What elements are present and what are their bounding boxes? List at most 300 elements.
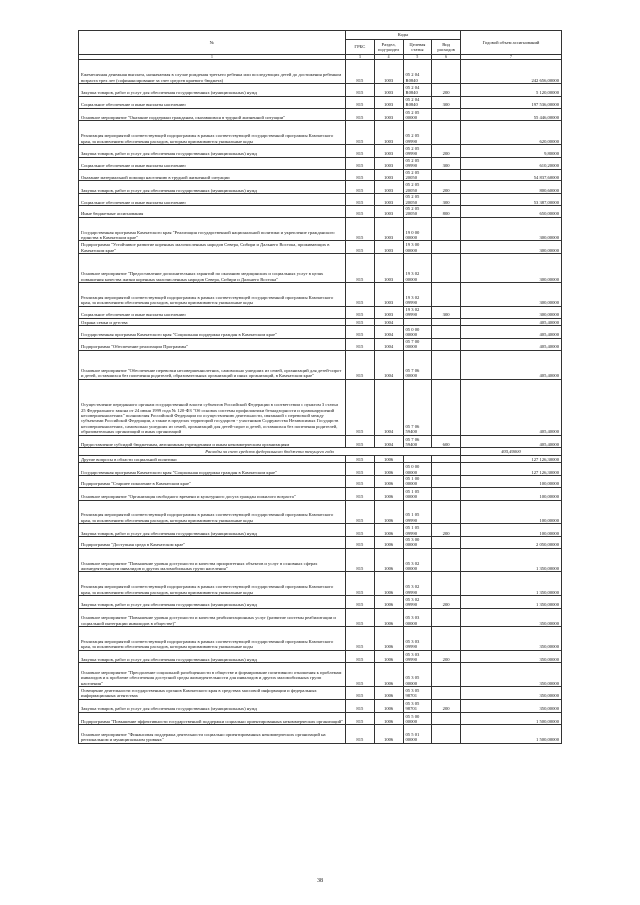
target-article-cell: 05 1 00 00000 xyxy=(403,476,432,488)
grbs-cell: 815 xyxy=(346,326,375,339)
target-article-cell: 05 3 02 09990 xyxy=(403,596,432,609)
table-row xyxy=(79,500,562,524)
target-article-cell: 05 2 05 20050 xyxy=(403,169,432,181)
razdel-cell: 1004 xyxy=(374,326,403,339)
razdel-cell: 1003 xyxy=(374,84,403,97)
expense-type-cell: 600 xyxy=(432,435,461,448)
name-cell: Закупка товаров, работ и услуг для обеспечения государственных (муниципальных) нужд xyxy=(79,84,346,97)
sum-cell: 350,00000 xyxy=(461,663,562,687)
column-index: 3 xyxy=(346,55,375,60)
name-cell: Подпрограмма "Старшее поколение в Камчатском крае" xyxy=(79,476,346,488)
column-index: 1 xyxy=(79,55,346,60)
name-cell: Основное мероприятие "Повышение уровня доступности и качества приоритетных объектов и услуг в основных сферах жизнедеятельности инвалидов и других маломобильных групп населения" xyxy=(79,548,346,572)
sum-cell: 197 536,00000 xyxy=(461,96,562,108)
table-row xyxy=(79,537,562,549)
expense-type-cell: 200 xyxy=(432,650,461,663)
name-cell: Предоставление субсидий бюджетным, автономным учреждениям и иным некоммерческим организациям xyxy=(79,435,346,448)
expense-type-cell xyxy=(432,500,461,524)
razdel-cell: 1003 xyxy=(374,217,403,241)
name-cell: Социальное обеспечение и иные выплаты населению xyxy=(79,157,346,169)
expense-type-cell xyxy=(432,217,461,241)
grbs-cell: 815 xyxy=(346,241,375,254)
expense-type-cell xyxy=(432,318,461,325)
sum-cell: 800,60000 xyxy=(461,181,562,194)
razdel-cell: 1006 xyxy=(374,548,403,572)
column-index: 7 xyxy=(461,55,562,60)
sum-cell: 127 126,30000 xyxy=(461,455,562,462)
grbs-cell: 815 xyxy=(346,60,375,84)
razdel-cell: 1003 xyxy=(374,181,403,194)
grbs-cell: 815 xyxy=(346,627,375,651)
table-row xyxy=(79,627,562,651)
expense-type-cell xyxy=(432,686,461,699)
name-cell: Государственная программа Камчатского края "Социальная поддержка граждан в Камчатском крае" xyxy=(79,326,346,339)
table-row xyxy=(79,121,562,145)
target-article-cell: 05 5 00 00000 xyxy=(403,712,432,725)
expense-type-cell xyxy=(432,338,461,350)
name-cell: Основное мероприятие "Обеспечение перевозки несовершеннолетних, самовольно ушедших из семей, организаций для детей-сирот и детей, оставшихся без попечения родителей, образовательных организаций и иных организаций, в Камчатском крае" xyxy=(79,350,346,379)
grbs-cell: 815 xyxy=(346,157,375,169)
target-article-cell: 19 0 00 00000 xyxy=(403,217,432,241)
grbs-cell: 815 xyxy=(346,548,375,572)
table-row xyxy=(79,84,562,97)
grbs-cell: 815 xyxy=(346,663,375,687)
table-row xyxy=(79,241,562,254)
name-cell: Закупка товаров, работ и услуг для обеспечения государственных (муниципальных) нужд xyxy=(79,181,346,194)
target-article-cell: 05 1 05 09990 xyxy=(403,500,432,524)
name-cell: Подпрограмма "Обеспечение реализации Программы" xyxy=(79,338,346,350)
target-article-cell: 19 3 02 09990 xyxy=(403,283,432,307)
grbs-cell: 815 xyxy=(346,537,375,549)
table-row xyxy=(79,476,562,488)
razdel-cell: 1003 xyxy=(374,169,403,181)
grbs-cell: 815 xyxy=(346,108,375,121)
name-cell: Реализация мероприятий соответствующей подпрограммы в рамках соответствующей государственной программы Камчатского края, за исключением обеспечения расходов, которым присваиваются уникальные коды xyxy=(79,121,346,145)
table-row xyxy=(79,338,562,350)
table-row xyxy=(79,463,562,476)
name-cell: Подпрограмма "Доступная среда в Камчатском крае" xyxy=(79,537,346,549)
expense-type-cell xyxy=(432,350,461,379)
name-cell: Подпрограмма "Повышение эффективности государственной поддержки социально ориентированных некоммерческих организаций" xyxy=(79,712,346,725)
sum-cell: 127 126,30000 xyxy=(461,463,562,476)
razdel-cell: 1003 xyxy=(374,145,403,158)
razdel-cell: 1003 xyxy=(374,121,403,145)
razdel-cell: 1006 xyxy=(374,476,403,488)
razdel-cell: 1006 xyxy=(374,627,403,651)
razdel-cell: 1006 xyxy=(374,608,403,626)
header-cs: Целевая статья xyxy=(403,40,432,55)
table-row xyxy=(79,725,562,743)
target-article-cell: 05 0 00 00000 xyxy=(403,463,432,476)
razdel-cell: 1003 xyxy=(374,306,403,318)
target-article-cell: 05 3 02 09990 xyxy=(403,572,432,596)
expense-type-cell: 300 xyxy=(432,157,461,169)
sum-cell: 405,40000 xyxy=(461,435,562,448)
name-cell: Социальное обеспечение и иные выплаты населению xyxy=(79,306,346,318)
table-row xyxy=(79,283,562,307)
table-row xyxy=(79,194,562,206)
grbs-cell: 815 xyxy=(346,699,375,712)
razdel-cell: 1003 xyxy=(374,254,403,283)
table-row xyxy=(79,60,562,84)
sum-cell: 350,00000 xyxy=(461,608,562,626)
header-number: № xyxy=(79,31,346,55)
target-article-cell: 05 3 03 00000 xyxy=(403,608,432,626)
grbs-cell: 815 xyxy=(346,572,375,596)
table-row xyxy=(79,699,562,712)
razdel-cell: 1003 xyxy=(374,194,403,206)
grbs-cell: 815 xyxy=(346,608,375,626)
razdel-cell: 1003 xyxy=(374,241,403,254)
expense-type-cell: 300 xyxy=(432,194,461,206)
table-row xyxy=(79,455,562,462)
sum-cell: 54 837,60000 xyxy=(461,169,562,181)
header-razdel: Раздел, под-раздел xyxy=(374,40,403,55)
table-row xyxy=(79,548,562,572)
sum-cell: 350,00000 xyxy=(461,686,562,699)
sum-cell: 405,40000 xyxy=(461,350,562,379)
target-article-cell: 05 2 05 00000 xyxy=(403,108,432,121)
razdel-cell: 1003 xyxy=(374,96,403,108)
name-cell: Закупка товаров, работ и услуг для обеспечения государственных (муниципальных) нужд xyxy=(79,524,346,537)
grbs-cell: 815 xyxy=(346,524,375,537)
name-cell: Основное мероприятие "Организация свободного времени и культурного досуга граждан пожилого возраста" xyxy=(79,487,346,500)
header-total: Годовой объем ассигнований xyxy=(461,31,562,55)
target-article-cell: 05 5 01 00000 xyxy=(403,725,432,743)
grbs-cell: 815 xyxy=(346,379,375,435)
header-vr: Вид расходов xyxy=(432,40,461,55)
grbs-cell: 815 xyxy=(346,84,375,97)
target-article-cell: 05 3 03 09990 xyxy=(403,650,432,663)
razdel-cell: 1006 xyxy=(374,663,403,687)
table-row xyxy=(79,435,562,448)
expense-type-cell xyxy=(432,463,461,476)
table-row xyxy=(79,96,562,108)
name-cell: Закупка товаров, работ и услуг для обеспечения государственных (муниципальных) нужд xyxy=(79,145,346,158)
sum-cell: 300,00000 xyxy=(461,283,562,307)
target-article-cell: 05 3 02 00000 xyxy=(403,548,432,572)
razdel-cell: 1006 xyxy=(374,524,403,537)
razdel-cell: 1004 xyxy=(374,338,403,350)
razdel-cell: 1004 xyxy=(374,379,403,435)
razdel-cell: 1006 xyxy=(374,487,403,500)
razdel-cell: 1006 xyxy=(374,572,403,596)
razdel-cell: 1006 xyxy=(374,596,403,609)
table-row xyxy=(79,217,562,241)
grbs-cell: 815 xyxy=(346,181,375,194)
sum-cell: 300,00000 xyxy=(461,306,562,318)
name-cell: Основное мероприятие "Оказание поддержки гражданам, оказавшимся в трудной жизненной ситуации" xyxy=(79,108,346,121)
name-cell: Закупка товаров, работ и услуг для обеспечения государственных (муниципальных) нужд xyxy=(79,596,346,609)
grbs-cell: 815 xyxy=(346,121,375,145)
grbs-cell: 815 xyxy=(346,463,375,476)
table-row xyxy=(79,663,562,687)
grbs-cell: 815 xyxy=(346,435,375,448)
table-row xyxy=(79,596,562,609)
sum-cell: 300,00000 xyxy=(461,254,562,283)
expense-type-cell xyxy=(432,379,461,435)
sum-cell: 1 350,00000 xyxy=(461,572,562,596)
expense-type-cell: 200 xyxy=(432,145,461,158)
name-cell: Государственная программа Камчатского края "Реализация государственной национальной политики и укрепление гражданского единства в Камчатском крае" xyxy=(79,217,346,241)
name-cell: Государственная программа Камчатского края "Социальная поддержка граждан в Камчатском крае" xyxy=(79,463,346,476)
target-article-cell xyxy=(403,455,432,462)
table-row xyxy=(79,487,562,500)
target-article-cell: 05 2 04 R0840 xyxy=(403,60,432,84)
target-article-cell: 05 2 05 20050 xyxy=(403,194,432,206)
sum-cell: 1 350,00000 xyxy=(461,596,562,609)
target-article-cell: 05 3 03 09990 xyxy=(403,627,432,651)
expense-type-cell xyxy=(432,121,461,145)
target-article-cell: 05 1 05 00000 xyxy=(403,487,432,500)
table-row xyxy=(79,108,562,121)
expense-type-cell: 200 xyxy=(432,524,461,537)
name-cell: Социальное обеспечение и иные выплаты населению xyxy=(79,194,346,206)
expense-type-cell xyxy=(432,548,461,572)
grbs-cell: 815 xyxy=(346,169,375,181)
grbs-cell: 815 xyxy=(346,254,375,283)
expense-type-cell xyxy=(432,725,461,743)
target-article-cell: 05 2 04 R0840 xyxy=(403,84,432,97)
target-article-cell: 05 2 05 20050 xyxy=(403,206,432,218)
razdel-cell: 1004 xyxy=(374,350,403,379)
grbs-cell: 815 xyxy=(346,194,375,206)
name-cell: Подпрограмма "Устойчивое развитие коренных малочисленных народов Севера, Сибири и Дальнего Востока, проживающих в Камчатском крае" xyxy=(79,241,346,254)
razdel-cell: 1003 xyxy=(374,60,403,84)
grbs-cell: 815 xyxy=(346,455,375,462)
table-row xyxy=(79,650,562,663)
grbs-cell: 815 xyxy=(346,686,375,699)
sum-cell: 9,80000 xyxy=(461,145,562,158)
razdel-cell: 1004 xyxy=(374,318,403,325)
expense-type-cell: 200 xyxy=(432,181,461,194)
razdel-cell: 1006 xyxy=(374,699,403,712)
sum-cell: 610,20000 xyxy=(461,157,562,169)
expense-type-cell: 200 xyxy=(432,596,461,609)
target-article-cell: 05 2 05 09990 xyxy=(403,145,432,158)
table-row xyxy=(79,379,562,435)
target-article-cell: 05 0 00 00000 xyxy=(403,326,432,339)
column-index: 4 xyxy=(374,55,403,60)
razdel-cell: 1003 xyxy=(374,206,403,218)
razdel-cell: 1006 xyxy=(374,686,403,699)
expense-type-cell xyxy=(432,326,461,339)
name-cell: Реализация мероприятий соответствующей подпрограммы в рамках соответствующей государственной программы Камчатского края, за исключением обеспечения расходов, которым присваиваются уникальные коды xyxy=(79,627,346,651)
expense-type-cell xyxy=(432,241,461,254)
name-cell: Реализация мероприятий соответствующей подпрограммы в рамках соответствующей государственной программы Камчатского края, за исключением обеспечения расходов, которым присваиваются уникальные коды xyxy=(79,500,346,524)
target-article-cell: 05 7 06 59400 xyxy=(403,435,432,448)
table-row xyxy=(79,318,562,325)
target-article-cell: 05 2 05 20050 xyxy=(403,181,432,194)
grbs-cell: 815 xyxy=(346,306,375,318)
name-cell: Реализация мероприятий соответствующей подпрограммы в рамках соответствующей государственной программы Камчатского края, за исключением обеспечения расходов, которым присваиваются уникальные коды xyxy=(79,283,346,307)
name-cell: Другие вопросы в области социальной политики xyxy=(79,455,346,462)
razdel-cell: 1003 xyxy=(374,283,403,307)
expense-type-cell xyxy=(432,627,461,651)
table-row xyxy=(79,524,562,537)
razdel-cell: 1006 xyxy=(374,725,403,743)
header-codes: Коды xyxy=(346,31,461,40)
razdel-cell: 1003 xyxy=(374,108,403,121)
target-article-cell: 05 3 05 98701 xyxy=(403,699,432,712)
sum-cell: 300,00000 xyxy=(461,217,562,241)
target-article-cell: 19 3 02 00000 xyxy=(403,254,432,283)
grbs-cell: 815 xyxy=(346,96,375,108)
expense-type-cell xyxy=(432,712,461,725)
sum-cell: 620,00000 xyxy=(461,121,562,145)
expense-type-cell: 300 xyxy=(432,96,461,108)
expense-type-cell xyxy=(432,476,461,488)
grbs-cell: 815 xyxy=(346,596,375,609)
target-article-cell: 05 2 04 R0840 xyxy=(403,96,432,108)
expense-type-cell xyxy=(432,254,461,283)
razdel-cell: 1006 xyxy=(374,500,403,524)
sum-cell: 5 120,00000 xyxy=(461,84,562,97)
expense-type-cell xyxy=(432,608,461,626)
sum-cell: 350,00000 xyxy=(461,627,562,651)
expense-type-cell: 800 xyxy=(432,206,461,218)
name-cell: Иные бюджетные ассигнования xyxy=(79,206,346,218)
expense-type-cell xyxy=(432,455,461,462)
target-article-cell xyxy=(403,318,432,325)
name-cell: Основное мероприятие "Преодоление социальной разобщенности в обществе и формирование позитивного отношения к проблемам инвалидов и к проблеме обеспечения доступной среды жизнедеятельности для инвалидов и других маломобильных групп населения" xyxy=(79,663,346,687)
grbs-cell: 815 xyxy=(346,217,375,241)
sum-cell: 100,00000 xyxy=(461,476,562,488)
target-article-cell: 19 3 02 09990 xyxy=(403,306,432,318)
sum-cell: 100,00000 xyxy=(461,524,562,537)
name-cell: Социальное обеспечение и иные выплаты населению xyxy=(79,96,346,108)
table-row xyxy=(79,712,562,725)
grbs-cell: 815 xyxy=(346,712,375,725)
grbs-cell: 815 xyxy=(346,487,375,500)
name-cell: Реализация мероприятий соответствующей подпрограммы в рамках соответствующей государственной программы Камчатского края, за исключением обеспечения расходов, которым присваиваются уникальные коды xyxy=(79,572,346,596)
table-row xyxy=(79,686,562,699)
target-article-cell: 19 3 00 00000 xyxy=(403,241,432,254)
expense-type-cell: 200 xyxy=(432,699,461,712)
table-body xyxy=(79,55,562,744)
table-header-row xyxy=(79,31,562,40)
target-article-cell: 05 1 05 09990 xyxy=(403,524,432,537)
grbs-cell: 815 xyxy=(346,650,375,663)
grbs-cell: 815 xyxy=(346,350,375,379)
sum-cell: 350,00000 xyxy=(461,699,562,712)
target-article-cell: 05 7 06 59400 xyxy=(403,379,432,435)
sum-cell: 1 500,00000 xyxy=(461,725,562,743)
budget-table xyxy=(78,30,562,744)
razdel-cell: 1003 xyxy=(374,157,403,169)
razdel-cell: 1006 xyxy=(374,712,403,725)
razdel-cell: 1006 xyxy=(374,463,403,476)
table-row xyxy=(79,350,562,379)
name-cell: Осуществление переданного органам государственной власти субъектов Российской Федерации в соответствии с пунктом 3 статьи 25 Федерального закона от 24 июня 1999 года № 120-ФЗ "Об основах системы профилактики безнадзорности и правонарушений несовершеннолетних" полномочия Российской Федерации по осуществлению деятельности, связанной с перевозкой между субъектами Российской Федерации, а также в пределах территорий государств - участников Содружества Независимых Государств несовершеннолетних, самовольно ушедших из семей, организаций для детей-сирот и детей, оставшихся без попечения родителей, образовательных организаций и иных организаций xyxy=(79,379,346,435)
table-row xyxy=(79,181,562,194)
header-grbs: ГРБС xyxy=(346,40,375,55)
expense-type-cell xyxy=(432,283,461,307)
expense-type-cell xyxy=(432,663,461,687)
sum-cell: 650,00000 xyxy=(461,206,562,218)
grbs-cell: 815 xyxy=(346,725,375,743)
table-note-row xyxy=(79,448,562,455)
table-row xyxy=(79,169,562,181)
name-cell: Закупка товаров, работ и услуг для обеспечения государственных (муниципальных) нужд xyxy=(79,699,346,712)
target-article-cell: 05 3 05 98701 xyxy=(403,686,432,699)
table-row xyxy=(79,157,562,169)
column-index: 5 xyxy=(403,55,432,60)
grbs-cell: 815 xyxy=(346,500,375,524)
grbs-cell: 815 xyxy=(346,318,375,325)
sum-cell: 100,00000 xyxy=(461,487,562,500)
column-index: 6 xyxy=(432,55,461,60)
expense-type-cell xyxy=(432,572,461,596)
target-article-cell: 05 2 05 09990 xyxy=(403,157,432,169)
table-row xyxy=(79,306,562,318)
expense-type-cell xyxy=(432,487,461,500)
target-article-cell: 05 7 06 00000 xyxy=(403,350,432,379)
table-row xyxy=(79,206,562,218)
sum-cell: 405,40000 xyxy=(461,448,562,455)
target-article-cell: 05 3 05 00000 xyxy=(403,663,432,687)
sum-cell: 405,40000 xyxy=(461,326,562,339)
table-row xyxy=(79,326,562,339)
expense-type-cell xyxy=(432,108,461,121)
name-cell: Охрана семьи и детства xyxy=(79,318,346,325)
page-number: 38 xyxy=(317,878,323,884)
target-article-cell: 05 2 05 09990 xyxy=(403,121,432,145)
razdel-cell: 1004 xyxy=(374,435,403,448)
name-cell: Ежемесячная денежная выплата, назначаемая в случае рождения третьего ребенка или последующих детей до достижения ребенком возраста трех лет (софинансирование за счет средств краевого бюджета) xyxy=(79,60,346,84)
table-row xyxy=(79,572,562,596)
table-row xyxy=(79,608,562,626)
target-article-cell: 05 3 00 00000 xyxy=(403,537,432,549)
sum-cell: 1 500,00000 xyxy=(461,712,562,725)
expense-type-cell: 200 xyxy=(432,84,461,97)
sum-cell: 53 387,00000 xyxy=(461,194,562,206)
note-cell: Расходы за счет средств федерального бюджета текущего года xyxy=(79,448,461,455)
name-cell: Основное мероприятие "Предоставление дополнительных гарантий по оказанию медицинских и социальных услуг в целях повышения качества жизни коренных малочисленных народов Севера, Сибири и Дальнего Востока" xyxy=(79,254,346,283)
name-cell: Закупка товаров, работ и услуг для обеспечения государственных (муниципальных) нужд xyxy=(79,650,346,663)
grbs-cell: 815 xyxy=(346,206,375,218)
sum-cell: 242 656,00000 xyxy=(461,60,562,84)
grbs-cell: 815 xyxy=(346,145,375,158)
sum-cell: 300,00000 xyxy=(461,241,562,254)
sum-cell: 2 050,00000 xyxy=(461,537,562,549)
sum-cell: 1 350,00000 xyxy=(461,548,562,572)
razdel-cell: 1006 xyxy=(374,455,403,462)
grbs-cell: 815 xyxy=(346,338,375,350)
name-cell: Основное мероприятие "Финансовая поддержка деятельности социально ориентированных некоммерческих организаций на региональном и муниципальном уровнях" xyxy=(79,725,346,743)
expense-type-cell: 300 xyxy=(432,306,461,318)
name-cell: Освещение деятельности государственных органов Камчатского края в средствах массовой информации и федеральных информационных агентствах xyxy=(79,686,346,699)
expense-type-cell xyxy=(432,537,461,549)
expense-type-cell xyxy=(432,60,461,84)
grbs-cell: 815 xyxy=(346,476,375,488)
grbs-cell: 815 xyxy=(346,283,375,307)
table-row xyxy=(79,254,562,283)
sum-cell: 350,00000 xyxy=(461,650,562,663)
sum-cell: 405,40000 xyxy=(461,379,562,435)
sum-cell: 55 446,00000 xyxy=(461,108,562,121)
sum-cell: 405,40000 xyxy=(461,338,562,350)
sum-cell: 405,40000 xyxy=(461,318,562,325)
name-cell: Оказание материальной помощи населению в трудной жизненной ситуации xyxy=(79,169,346,181)
razdel-cell: 1006 xyxy=(374,650,403,663)
name-cell: Основное мероприятие "Повышение уровня доступности и качества реабилитационных услуг (развитие системы реабилитации и социальной интеграции инвалидов в обществе)" xyxy=(79,608,346,626)
razdel-cell: 1006 xyxy=(374,537,403,549)
expense-type-cell xyxy=(432,169,461,181)
target-article-cell: 05 7 00 00000 xyxy=(403,338,432,350)
sum-cell: 100,00000 xyxy=(461,500,562,524)
table-row xyxy=(79,145,562,158)
